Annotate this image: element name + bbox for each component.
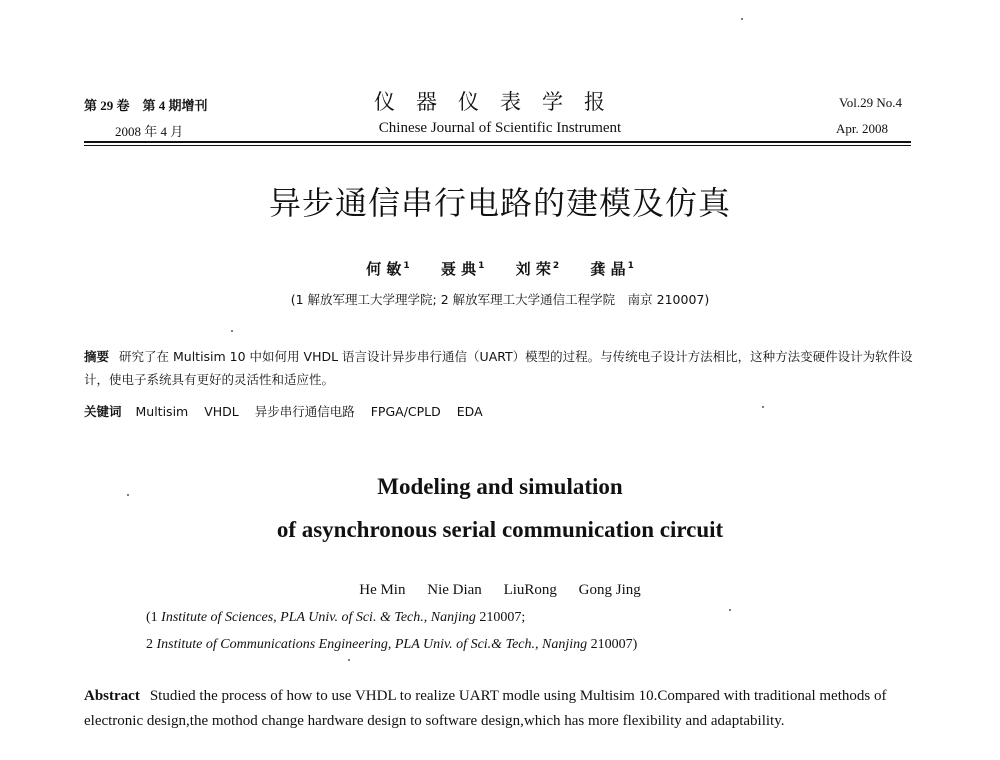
author-en: Gong Jing [578, 582, 641, 598]
author-list-cn [0, 258, 1000, 279]
abstract-text-cn: 研究了在 Multisim 10 中如何用 VHDL 语言设计异步串行通信（UART）模型的过程。与传统电子设计方法相比，这种方法变硬件设计为软件设计，使电子系统具有更好的灵活性和适应性。 [84, 349, 913, 387]
keywords-cn [84, 402, 495, 420]
scan-speck [729, 609, 731, 611]
journal-title-en: Chinese Journal of Scientific Instrument [378, 120, 622, 136]
author-cn: 刘 荣 $^2$ [515, 260, 560, 278]
scan-speck [741, 18, 743, 20]
keyword: EDA [456, 404, 483, 419]
affiliation-en-2: 2 Institute of Communications Engineering, PLA Univ. of Sci.& Tech., Nanjing 210007) [146, 637, 638, 652]
author-cn: 聂 典 $^1$ [440, 260, 485, 278]
scan-speck [127, 494, 129, 496]
header-rule-thick [84, 141, 911, 143]
scan-speck [348, 659, 350, 661]
keyword: VHDL [204, 404, 239, 419]
author-cn: 何 敏 $^1$ [366, 260, 410, 278]
header-volume-issue-cn: 第 29 卷 第 4 期增刊 [84, 98, 208, 113]
paper-title-en-line2: of asynchronous serial communication circuit [276, 517, 724, 542]
abstract-text-en: Studied the process of how to use VHDL to realize UART modle using Multisim 10.Compared with traditional methods of electronic design,the mothod change hardware design to software design,which has more flexibility and adaptability. [84, 688, 887, 729]
paper-title-cn: 异步通信串行电路的建模及仿真 [268, 184, 731, 222]
affiliation-cn: (1 解放军理工大学理学院; 2 解放军理工大学通信工程学院 南京 210007) [290, 292, 710, 307]
author-en: He Min [359, 582, 406, 598]
header-date-en: Apr. 2008 [836, 121, 888, 136]
keywords-label-cn: 关键词 [84, 404, 122, 419]
affiliation-en-1: (1 Institute of Sciences, PLA Univ. of Sci. & Tech., Nanjing 210007; [146, 610, 526, 625]
scan-speck [762, 406, 764, 408]
abstract-label-en: Abstract [84, 688, 140, 704]
header-volume-issue-en: Vol.29 No.4 [839, 95, 902, 110]
journal-title-cn: 仪器仪表学报 [374, 90, 626, 114]
scan-speck [231, 330, 233, 332]
author-en: LiuRong [503, 582, 557, 598]
paper-title-en-line1: Modeling and simulation [377, 474, 623, 499]
author-cn: 龚 晶 $^1$ [590, 260, 634, 278]
abstract-label-cn: 摘要 [84, 349, 110, 364]
keyword: FPGA/CPLD [370, 404, 441, 419]
abstract-en [84, 684, 914, 734]
header-date-cn: 2008 年 4 月 [115, 124, 184, 139]
header-rule-thin [84, 145, 911, 146]
keyword: Multisim [135, 404, 189, 419]
author-list-en [0, 582, 1000, 599]
author-en: Nie Dian [427, 582, 482, 598]
keyword: 异步串行通信电路 [254, 404, 355, 419]
abstract-cn [84, 345, 914, 391]
